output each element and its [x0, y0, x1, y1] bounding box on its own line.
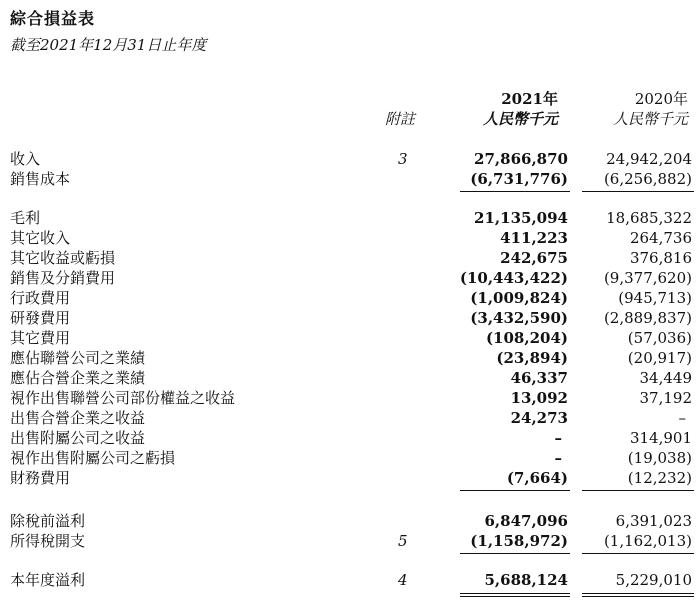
value-2021: (108,204) — [485, 329, 568, 347]
row-label: 視作出售聯營公司部份權益之收益 — [10, 389, 236, 407]
value-2021: (1,158,972) — [470, 532, 568, 550]
row-label: 出售附屬公司之收益 — [10, 429, 146, 447]
row-label: 銷售成本 — [10, 170, 71, 188]
row-label: 毛利 — [10, 209, 41, 227]
statement-period: 截至2021年12月31日止年度 — [10, 36, 207, 54]
table-row — [0, 308, 700, 328]
row-label: 其它收入 — [10, 229, 71, 247]
value-2021: 411,223 — [500, 229, 568, 247]
value-2021: 21,135,094 — [474, 209, 568, 227]
col-2020-year-header: 2020年 — [634, 90, 688, 108]
value-2020: 314,901 — [629, 429, 692, 447]
value-2020: (12,232) — [627, 469, 692, 487]
row-label: 應佔聯營公司之業績 — [10, 349, 146, 367]
value-2021: (7,664) — [506, 469, 568, 487]
row-label: 出售合營企業之收益 — [10, 409, 146, 427]
value-2021: 46,337 — [510, 369, 568, 387]
value-2021: 27,866,870 — [474, 150, 568, 168]
value-2021: – — [554, 449, 562, 467]
row-label: 除稅前溢利 — [10, 512, 86, 530]
table-row — [0, 570, 700, 590]
value-2020: (19,038) — [627, 449, 692, 467]
total-double-rule-top — [582, 593, 694, 594]
table-row — [0, 531, 700, 551]
value-2020: (945,713) — [618, 289, 692, 307]
value-2020: 18,685,322 — [606, 209, 692, 227]
col-2021-unit-header: 人民幣千元 — [482, 110, 558, 128]
row-label: 其它費用 — [10, 329, 71, 347]
value-2021: 5,688,124 — [484, 571, 568, 589]
row-label: 所得稅開支 — [10, 532, 86, 550]
col-2021-year-header: 2021年 — [501, 90, 558, 108]
row-label: 研發費用 — [10, 309, 71, 327]
row-label: 其它收益或虧損 — [10, 249, 116, 267]
row-label: 視作出售附屬公司之虧損 — [10, 449, 176, 467]
subtotal-rule — [460, 553, 570, 554]
table-row — [0, 348, 700, 368]
value-2020: 34,449 — [639, 369, 692, 387]
value-2021: (1,009,824) — [470, 289, 568, 307]
table-row — [0, 511, 700, 531]
value-2021: (23,894) — [496, 349, 568, 367]
row-note: 4 — [398, 571, 408, 589]
subtotal-rule — [582, 553, 694, 554]
table-row — [0, 448, 700, 468]
table-row — [0, 268, 700, 288]
value-2020: 6,391,023 — [615, 512, 692, 530]
value-2020: – — [678, 409, 686, 427]
row-label: 銷售及分銷費用 — [10, 269, 116, 287]
value-2021: 6,847,096 — [484, 512, 568, 530]
value-2020: (20,917) — [627, 349, 692, 367]
table-row — [0, 328, 700, 348]
statement-title: 綜合損益表 — [10, 9, 96, 28]
table-row — [0, 208, 700, 228]
value-2021: (3,432,590) — [470, 309, 568, 327]
table-row — [0, 468, 700, 488]
note-column-header: 附註 — [385, 110, 416, 128]
row-note: 3 — [398, 150, 408, 168]
table-row — [0, 388, 700, 408]
subtotal-rule — [460, 490, 570, 491]
value-2020: 37,192 — [639, 389, 692, 407]
table-row — [0, 428, 700, 448]
total-double-rule-bottom — [460, 596, 570, 597]
value-2020: (57,036) — [627, 329, 692, 347]
total-double-rule-bottom — [582, 596, 694, 597]
value-2021: 13,092 — [510, 389, 568, 407]
col-2020-unit-header: 人民幣千元 — [612, 110, 688, 128]
value-2021: 24,273 — [510, 409, 568, 427]
subtotal-rule — [582, 191, 694, 192]
value-2021: (10,443,422) — [459, 269, 568, 287]
value-2020: (9,377,620) — [603, 269, 692, 287]
table-row — [0, 408, 700, 428]
total-double-rule-top — [460, 593, 570, 594]
row-note: 5 — [398, 532, 408, 550]
row-label: 收入 — [10, 150, 41, 168]
value-2020: (2,889,837) — [603, 309, 692, 327]
value-2020: 264,736 — [629, 229, 692, 247]
table-row — [0, 368, 700, 388]
table-row — [0, 288, 700, 308]
value-2021: – — [554, 429, 562, 447]
row-label: 應佔合營企業之業績 — [10, 369, 146, 387]
table-row — [0, 228, 700, 248]
value-2020: (1,162,013) — [603, 532, 692, 550]
value-2021: (6,731,776) — [470, 170, 568, 188]
row-label: 財務費用 — [10, 469, 71, 487]
table-row — [0, 149, 700, 169]
value-2020: 24,942,204 — [606, 150, 692, 168]
value-2021: 242,675 — [500, 249, 568, 267]
row-label: 行政費用 — [10, 289, 71, 307]
table-row — [0, 169, 700, 189]
value-2020: 5,229,010 — [615, 571, 692, 589]
row-label: 本年度溢利 — [10, 571, 86, 589]
value-2020: (6,256,882) — [603, 170, 692, 188]
subtotal-rule — [582, 490, 694, 491]
value-2020: 376,816 — [629, 249, 692, 267]
subtotal-rule — [460, 191, 570, 192]
table-row — [0, 248, 700, 268]
